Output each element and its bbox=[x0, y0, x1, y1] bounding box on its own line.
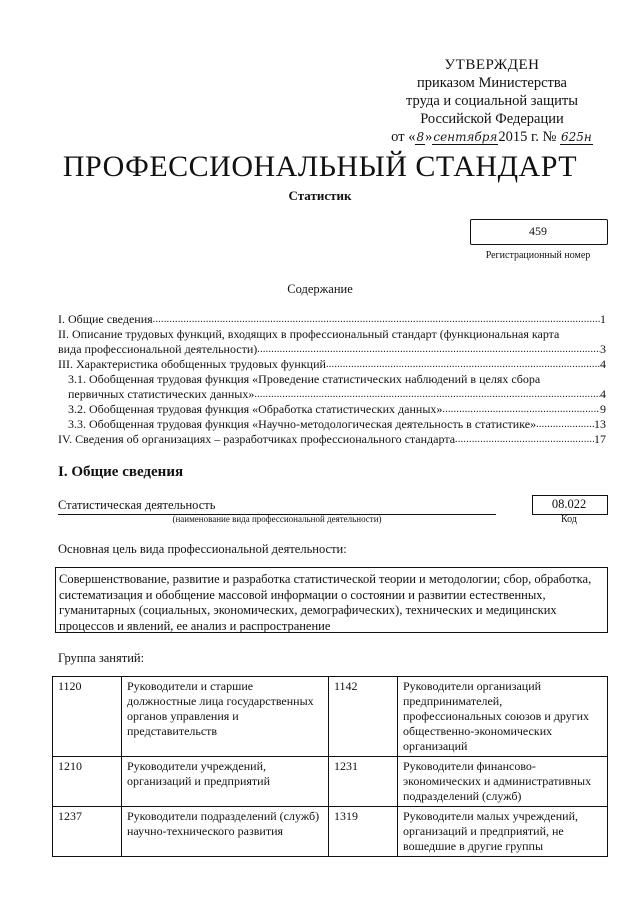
approval-line: приказом Министерства bbox=[417, 75, 567, 91]
toc-item[interactable] bbox=[58, 372, 606, 402]
table-row bbox=[53, 757, 608, 807]
registration-number: 459 bbox=[529, 224, 547, 238]
occupation-code: 1120 bbox=[53, 677, 122, 757]
toc-item-text: 3.1. Обобщенная трудовая функция «Проведение статистических наблюдений в целях сбора bbox=[68, 372, 541, 386]
toc-page-number: 3 bbox=[600, 342, 606, 356]
occupation-code: 1237 bbox=[53, 807, 122, 857]
approval-line: труда и социальной защиты bbox=[406, 93, 578, 109]
toc-item-text: II. Описание трудовых функций, входящих в профессиональный стандарт (функциональная карта bbox=[58, 327, 560, 341]
toc-item[interactable] bbox=[58, 432, 606, 447]
toc-item-text: IV. Сведения об организациях – разработчиках профессионального стандарта bbox=[58, 432, 456, 446]
toc-item[interactable] bbox=[58, 402, 606, 417]
goal-text: Совершенствование, развитие и разработка статистической теории и методологии; сбор, обработка, систематизация и обобщение массовой информации о состоянии и развитии естественных, гуманитарных (социальных, экономических, демографических), технических и медицинских процессов и явлений, ее анализ и распространение bbox=[59, 572, 592, 633]
registration-label: Регистрационный номер bbox=[485, 250, 591, 261]
table-row bbox=[53, 807, 608, 857]
toc-page-number: 1 bbox=[600, 312, 606, 326]
toc-dot-leader bbox=[536, 417, 594, 432]
occupation-code: 1231 bbox=[329, 757, 398, 807]
approval-line: Российской Федерации bbox=[420, 111, 564, 127]
date-year: 2015 г. № bbox=[498, 129, 557, 145]
handwritten-order-number: 625н bbox=[561, 130, 592, 144]
document-subtitle: Статистик bbox=[288, 188, 352, 203]
toc-page-number: 17 bbox=[594, 432, 606, 446]
toc-dot-leader bbox=[442, 402, 600, 417]
toc-item-text: 3.3. Обобщенная трудовая функция «Научно-методологическая деятельность в статистике» bbox=[68, 417, 537, 431]
occupation-name: Руководители малых учреждений, организаций и предприятий, не вошедшие в другие группы bbox=[398, 807, 608, 857]
document-title: ПРОФЕССИОНАЛЬНЫЙ СТАНДАРТ bbox=[62, 150, 578, 183]
occupation-name: Руководители финансово-экономических и административных подразделений (служб) bbox=[398, 757, 608, 807]
activity-name: Статистическая деятельность bbox=[58, 498, 496, 515]
occupation-code: 1142 bbox=[329, 677, 398, 757]
toc-item-text: III. Характеристика обобщенных трудовых функций bbox=[58, 357, 326, 371]
group-label: Группа занятий: bbox=[58, 651, 145, 665]
occupation-name: Руководители и старшие должностные лица государственных органов управления и представительств bbox=[122, 677, 329, 757]
activity-caption: (наименование вида профессиональной деятельности) bbox=[172, 514, 382, 524]
toc-item[interactable] bbox=[58, 312, 606, 327]
approval-heading: УТВЕРЖДЕН bbox=[444, 57, 540, 73]
toc-item[interactable] bbox=[58, 327, 606, 357]
approval-date-line bbox=[372, 128, 612, 146]
occupation-groups-table bbox=[52, 676, 608, 857]
toc-item-text: 3.2. Обобщенная трудовая функция «Обработка статистических данных» bbox=[68, 402, 443, 416]
table-of-contents bbox=[58, 312, 606, 447]
section-heading: I. Общие сведения bbox=[58, 464, 184, 480]
toc-dot-leader bbox=[326, 357, 600, 372]
toc-page-number: 4 bbox=[600, 387, 606, 401]
toc-dot-leader bbox=[254, 387, 600, 402]
table-row bbox=[53, 677, 608, 757]
toc-page-number: 4 bbox=[600, 357, 606, 371]
toc-item[interactable] bbox=[58, 417, 606, 432]
approval-stamp bbox=[372, 56, 612, 146]
handwritten-month: сентября bbox=[433, 130, 498, 144]
toc-page-number: 9 bbox=[600, 402, 606, 416]
goal-label: Основная цель вида профессиональной деятельности: bbox=[58, 542, 347, 556]
occupation-code: 1210 bbox=[53, 757, 122, 807]
toc-page-number: 13 bbox=[594, 417, 606, 431]
date-mid: » bbox=[425, 129, 433, 145]
goal-text-box bbox=[55, 567, 608, 633]
date-prefix: от « bbox=[391, 129, 416, 145]
handwritten-day: 8 bbox=[416, 130, 425, 144]
toc-dot-leader bbox=[153, 312, 600, 327]
code-label: Код bbox=[561, 514, 577, 525]
toc-dot-leader bbox=[455, 432, 594, 447]
toc-item-text: I. Общие сведения bbox=[58, 312, 153, 326]
occupation-name: Руководители организаций предпринимателей, профессиональных союзов и других общественно-экономических организаций bbox=[398, 677, 608, 757]
contents-heading: Содержание bbox=[287, 282, 353, 296]
toc-dot-leader bbox=[257, 342, 600, 357]
toc-item[interactable] bbox=[58, 357, 606, 372]
toc-item-text: вида профессиональной деятельности) bbox=[58, 342, 258, 356]
toc-item-text: первичных статистических данных» bbox=[68, 387, 255, 401]
occupation-name: Руководители учреждений, организаций и предприятий bbox=[122, 757, 329, 807]
occupation-code: 1319 bbox=[329, 807, 398, 857]
activity-code: 08.022 bbox=[551, 497, 587, 511]
occupation-name: Руководители подразделений (служб) научно-технического развития bbox=[122, 807, 329, 857]
